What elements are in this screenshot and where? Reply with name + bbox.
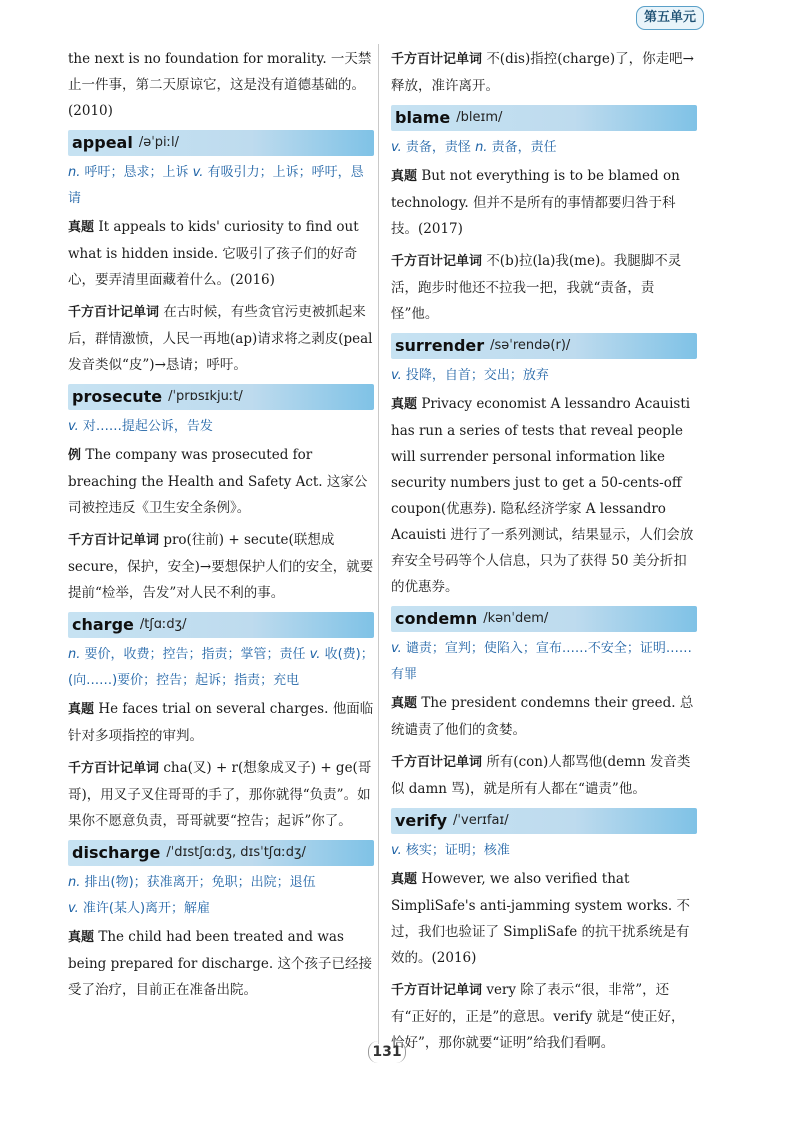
headword: appeal [72, 133, 133, 152]
headword: surrender [395, 336, 485, 355]
example-text: It appeals to kids' curiosity to find out what is hidden inside. 它吸引了孩子们的好奇心，要弄清里面藏着什么。(2016) [68, 219, 359, 288]
phonetic: /ˈdɪstʃɑːdʒ, dɪsˈtʃɑːdʒ/ [166, 845, 306, 860]
continued-memo [391, 46, 697, 99]
continued-text: the next is no foundation for morality. 一天禁止一件事，第二天原谅它，这是没有道德基础的。(2010) [68, 51, 372, 119]
pos-tag: v. [391, 843, 402, 858]
pos-tag: v. [391, 641, 402, 656]
definition [391, 135, 697, 161]
zhenti-label: 真题 [68, 702, 95, 717]
phonetic: /kənˈdem/ [483, 611, 549, 626]
phonetic: /ˈverɪfaɪ/ [453, 813, 509, 828]
memo-label: 千方百计记单词 [68, 761, 160, 776]
def-text: 责备，责怪 [405, 140, 471, 155]
headword: blame [395, 108, 451, 127]
def-text: 收(费)；(向……)要价；控告；起诉；指责；充电 [68, 647, 374, 688]
pos-tag: n. [475, 140, 488, 155]
entry-head-discharge [68, 840, 374, 866]
memo-label: 千方百计记单词 [391, 52, 483, 67]
example-text: However, we also verified that SimpliSafe's anti-jamming system works. 不过，我们也验证了 SimpliSafe 的抗干扰系统是有效的。(2016) [391, 871, 691, 966]
memo-text: 不(dis)指控(charge)了，你走吧→释放，准许离开。 [391, 51, 694, 94]
definition [68, 160, 374, 212]
headword: charge [72, 615, 134, 634]
def-text: 核实；证明；核准 [405, 843, 510, 858]
real-exam-sentence [68, 214, 374, 293]
phonetic: /ˈprɒsɪkjuːt/ [168, 389, 243, 404]
pos-tag: v. [309, 647, 321, 662]
memo-label: 千方百计记单词 [68, 533, 160, 548]
entry-head-prosecute [68, 384, 374, 410]
definition [68, 414, 374, 440]
memo-label: 千方百计记单词 [391, 254, 483, 269]
def-text: 有吸引力；上诉；呼吁，恳请 [68, 165, 364, 206]
zhenti-label: 真题 [391, 397, 418, 412]
column-divider [378, 44, 379, 1044]
entry-head-blame [391, 105, 697, 131]
memo-text: 不(b)拉(la)我(me)。我腿脚不灵活，跑步时他还不拉我一把，我就“责备，责怪”他。 [391, 253, 682, 322]
zhenti-label: 真题 [391, 696, 418, 711]
memo-tip [68, 299, 374, 378]
memo-text: 在古时候，有些贪官污吏被抓起来后，群情激愤，人民一再地(ap)请求将之剥皮(peal 发音类似“皮”)→恳请；呼吁。 [68, 304, 373, 373]
phonetic: /əˈpiːl/ [138, 135, 180, 150]
zhenti-label: 真题 [391, 169, 418, 184]
real-exam-sentence [391, 866, 697, 971]
example-text: The company was prosecuted for breaching the Health and Safety Act. 这家公司被控违反《卫生安全条例》。 [68, 447, 368, 516]
right-column [391, 44, 697, 1062]
real-exam-sentence [68, 696, 374, 749]
definition [391, 363, 697, 389]
example-text: He faces trial on several charges. 他面临针对多项指控的审判。 [68, 701, 374, 744]
def-text: 责备，责任 [491, 140, 557, 155]
zhenti-label: 真题 [68, 220, 95, 235]
phonetic: /səˈrendə(r)/ [490, 338, 571, 353]
entry-head-appeal [68, 130, 374, 156]
memo-label: 千方百计记单词 [391, 983, 483, 998]
left-column [68, 44, 374, 1009]
pos-tag: v. [68, 419, 79, 434]
definition [391, 636, 697, 688]
memo-text: cha(叉) + r(想象成叉子) + ge(哥哥)，用叉子叉住哥哥的手了，那你就得“负责”。如果你不愿意负责，哥哥就要“控告；起诉”你了。 [68, 760, 372, 829]
example-text: The president condemns their greed. 总统谴责了他们的贪婪。 [391, 695, 694, 738]
real-exam-sentence [391, 391, 697, 600]
pos-tag: v. [192, 165, 204, 180]
memo-tip [391, 248, 697, 327]
memo-tip [391, 977, 697, 1056]
def-text: 对……提起公诉，告发 [82, 419, 213, 434]
unit-tab: 第五单元 [636, 6, 704, 30]
example-text: But not everything is to be blamed on technology. 但并不是所有的事情都要归咎于科技。(2017) [391, 168, 680, 237]
def-text: 谴责；宣判；使陷入；宣布……不安全；证明……有罪 [391, 641, 692, 682]
headword: condemn [395, 609, 478, 628]
real-exam-sentence [68, 924, 374, 1003]
def-text: 排出(物)；获准离开；免职；出院；退伍 [84, 875, 316, 890]
memo-tip [68, 755, 374, 834]
li-label: 例 [68, 448, 82, 463]
def-text: 要价，收费；控告；指责；掌管；责任 [84, 647, 306, 662]
def-text: 投降，自首；交出；放弃 [405, 368, 549, 383]
headword: verify [395, 811, 448, 830]
entry-head-verify [391, 808, 697, 834]
zhenti-label: 真题 [391, 872, 418, 887]
example-sentence [68, 442, 374, 521]
memo-text: 所有(con)人都骂他(demn 发音类似 damn 骂)，就是所有人都在“谴责”他。 [391, 754, 691, 797]
example-text: Privacy economist A lessandro Acauisti has run a series of tests that reveal people will surrender personal information like security numbers just to get a 50-cents-off coupon(优惠券). 隐私经济学家 A lessandro Acauisti 进行了一系列测试，结果显示，人们会放弃安全号码等个人信息，只为了获得 50 美分折扣的优惠券。 [391, 396, 694, 595]
memo-label: 千方百计记单词 [68, 305, 160, 320]
memo-text: very 除了表示“很，非常”，还有“正好的，正是”的意思。verify 就是“使正好，恰好”，那你就要“证明”给我们看啊。 [391, 982, 685, 1051]
memo-tip [68, 527, 374, 606]
pos-tag: v. [391, 140, 402, 155]
headword: discharge [72, 843, 161, 862]
pos-tag: v. [391, 368, 402, 383]
def-text: 准许(某人)离开；解雇 [82, 901, 211, 916]
example-text: The child had been treated and was being prepared for discharge. 这个孩子已经接受了治疗，目前正在准备出院。 [68, 929, 372, 998]
pos-tag: n. [68, 165, 81, 180]
real-exam-sentence [391, 163, 697, 242]
entry-head-charge [68, 612, 374, 638]
headword: prosecute [72, 387, 163, 406]
page-number: 131 [368, 1041, 406, 1063]
pos-tag: n. [68, 875, 81, 890]
definition [391, 838, 697, 864]
phonetic: /tʃɑːdʒ/ [139, 617, 187, 632]
entry-head-condemn [391, 606, 697, 632]
entry-head-surrender [391, 333, 697, 359]
zhenti-label: 真题 [68, 930, 95, 945]
pos-tag: n. [68, 647, 81, 662]
memo-text: pro(往前) + secute(联想成 secure，保护，安全)→要想保护人们的安全，就要提前“检举，告发”对人民不利的事。 [68, 532, 374, 601]
def-text: 呼吁；恳求；上诉 [84, 165, 189, 180]
phonetic: /bleɪm/ [456, 110, 503, 125]
memo-label: 千方百计记单词 [391, 755, 483, 770]
pos-tag: v. [68, 901, 79, 916]
definition [68, 642, 374, 694]
real-exam-sentence [391, 690, 697, 743]
memo-tip [391, 749, 697, 802]
definition [68, 870, 374, 922]
